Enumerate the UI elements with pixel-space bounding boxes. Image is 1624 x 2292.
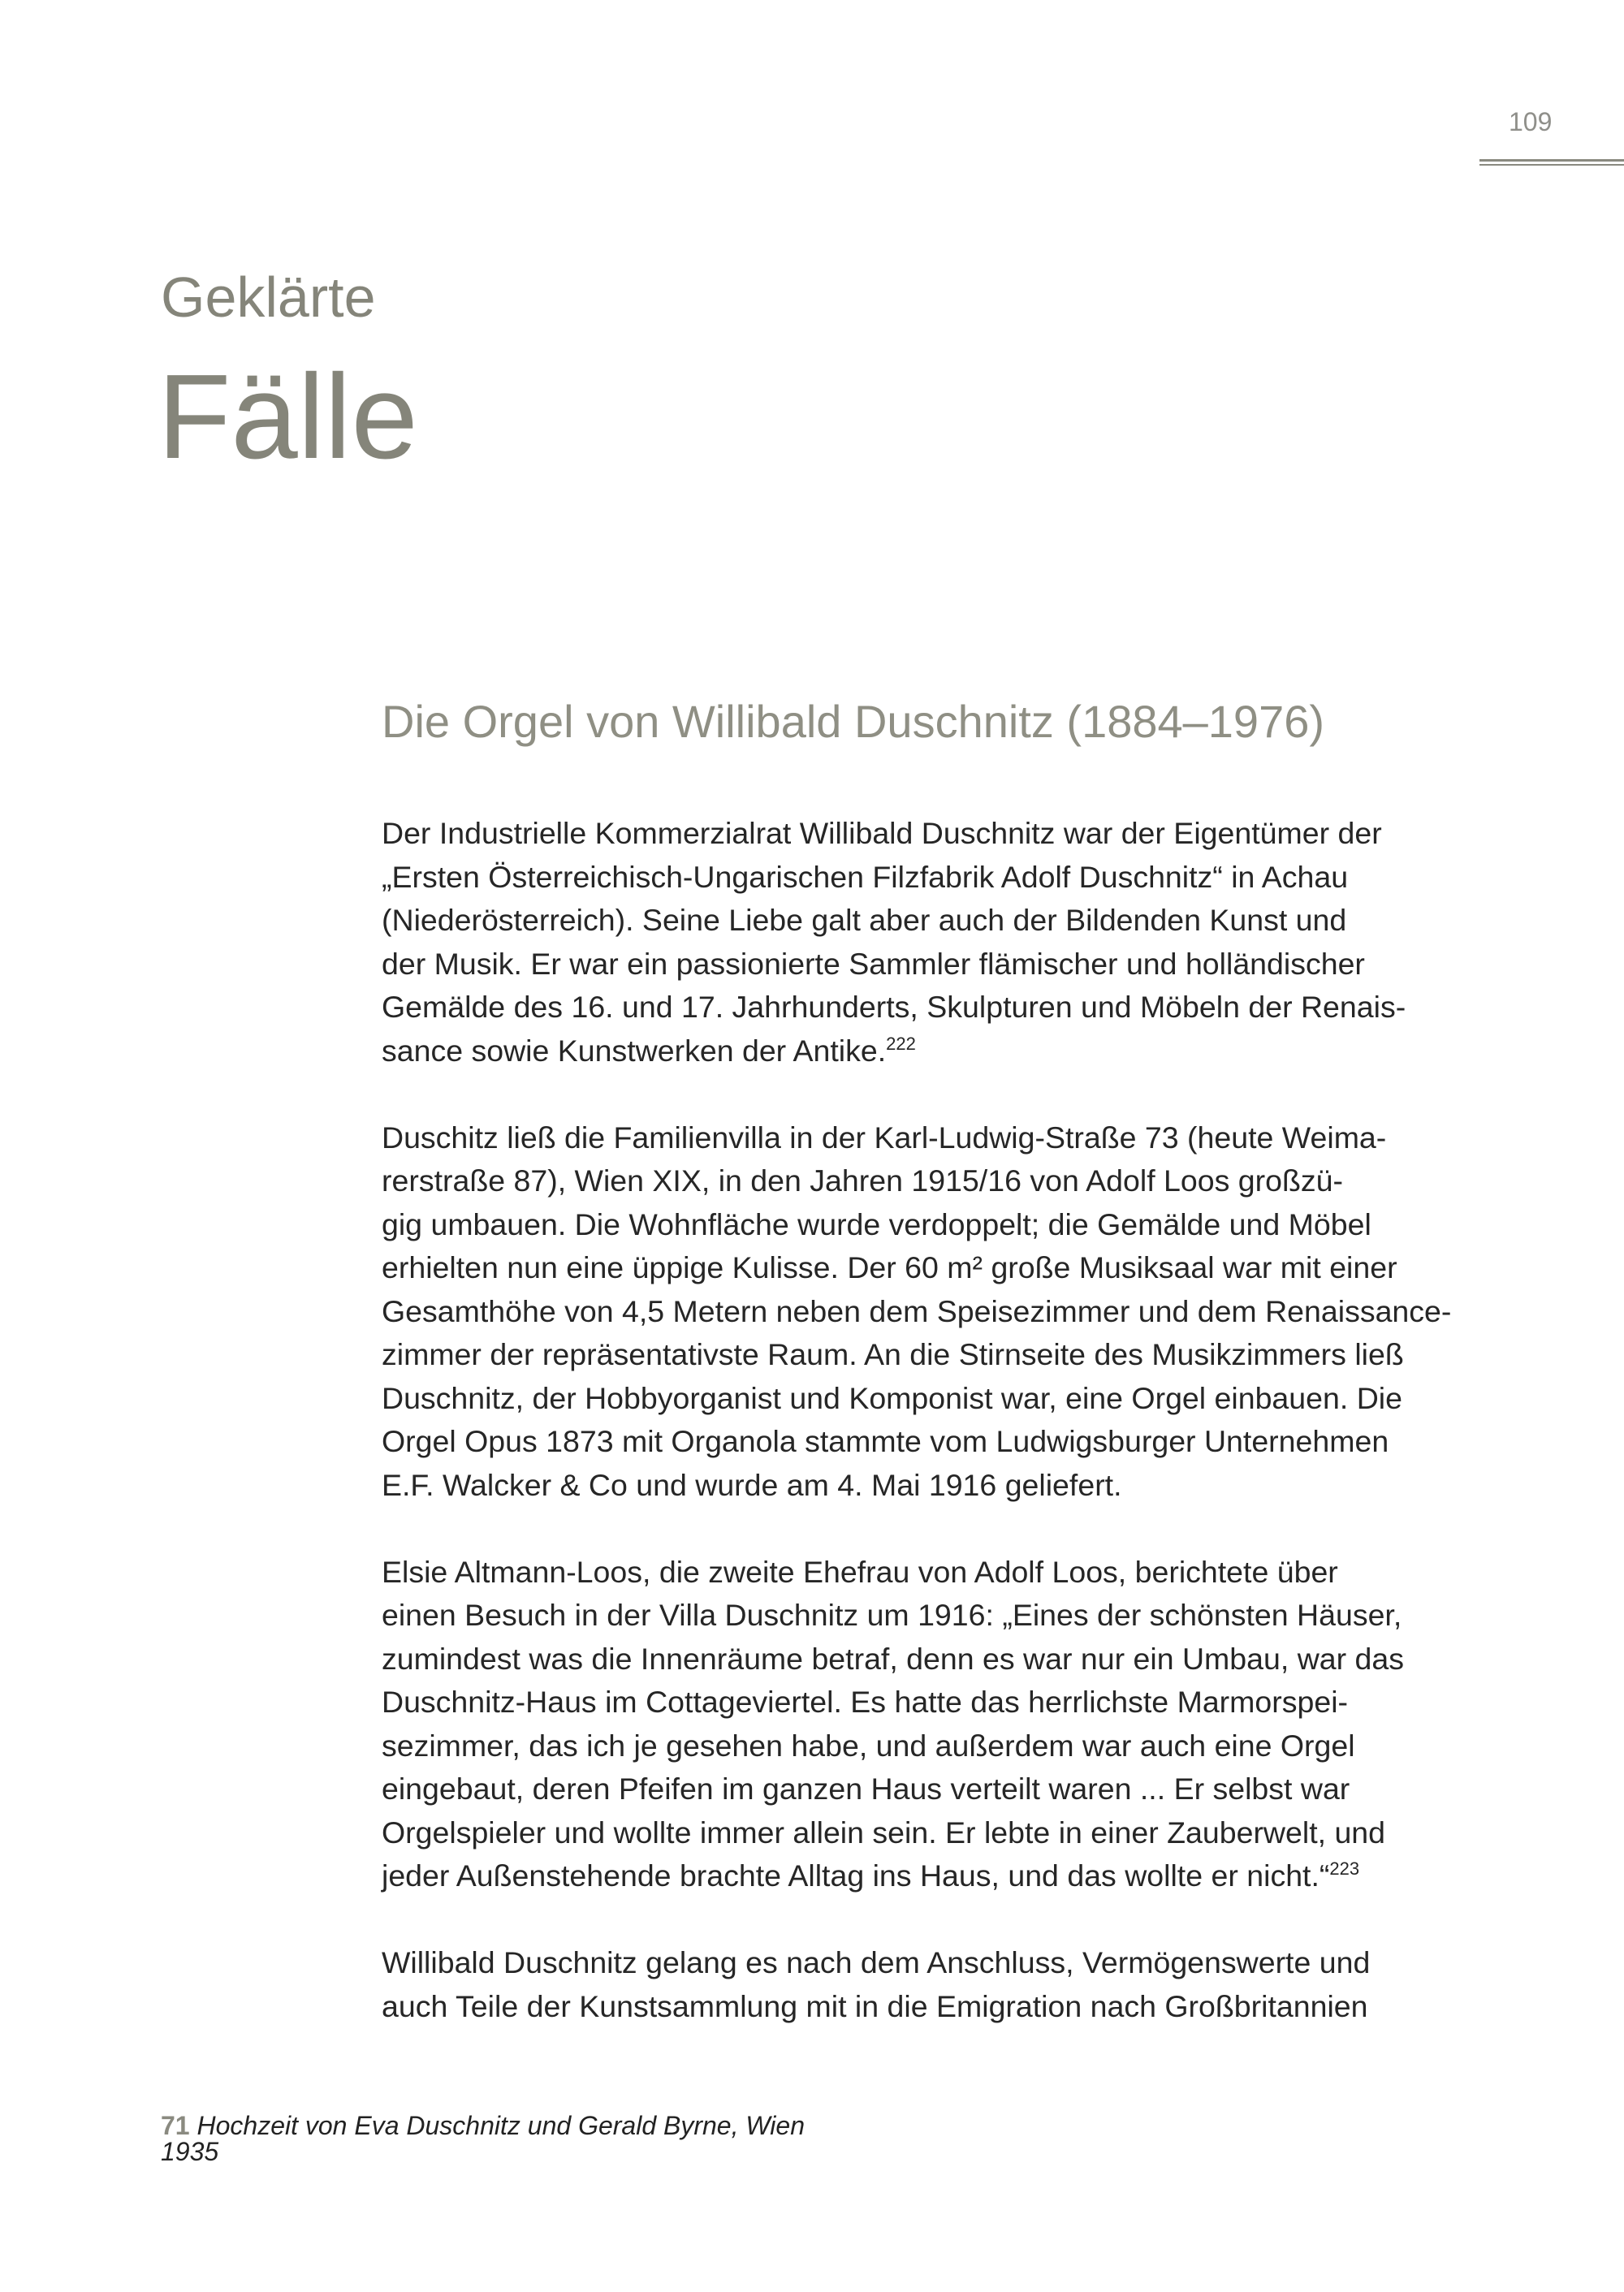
- text-line: [382, 1116, 1470, 1160]
- paragraph: [382, 1551, 1470, 1898]
- text-line: [382, 1941, 1470, 1985]
- footnote-reference[interactable]: 222: [886, 1033, 916, 1054]
- text-line: [382, 1290, 1470, 1334]
- text-line: [382, 1029, 1470, 1073]
- line-text: rerstraße 87), Wien XIX, in den Jahren 1915/16 von Adolf Loos großzü-: [382, 1163, 1343, 1198]
- text-line: [382, 1768, 1470, 1811]
- text-line: [382, 1551, 1470, 1595]
- line-text: E.F. Walcker & Co und wurde am 4. Mai 1916 geliefert.: [382, 1467, 1122, 1502]
- text-line: [382, 1464, 1470, 1508]
- line-text: Duschnitz, der Hobbyorganist und Komponist war, eine Orgel einbauen. Die: [382, 1380, 1402, 1415]
- caption-number: 71: [161, 2111, 190, 2140]
- line-text: zimmer der repräsentativste Raum. An die Stirnseite des Musikzimmers ließ: [382, 1337, 1404, 1371]
- line-text: Willibald Duschnitz gelang es nach dem Anschluss, Vermögenswerte und: [382, 1945, 1371, 1979]
- text-line: [382, 1724, 1470, 1768]
- line-text: Gesamthöhe von 4,5 Metern neben dem Speisezimmer und dem Renaissance-: [382, 1293, 1452, 1328]
- footnote-reference[interactable]: 223: [1329, 1858, 1360, 1879]
- paragraph: [382, 1116, 1470, 1508]
- text-line: [382, 1681, 1470, 1724]
- text-line: [382, 943, 1470, 986]
- image-caption: [161, 2113, 805, 2165]
- line-text: Der Industrielle Kommerzialrat Willibald Duschnitz war der Eigentümer der: [382, 816, 1382, 850]
- text-line: [382, 1203, 1470, 1247]
- line-text: Gemälde des 16. und 17. Jahrhunderts, Skulpturen und Möbeln der Renais-: [382, 990, 1406, 1024]
- text-line: [382, 1594, 1470, 1638]
- line-text: (Niederösterreich). Seine Liebe galt aber auch der Bildenden Kunst und: [382, 903, 1347, 937]
- caption-text-continued: 1935: [161, 2137, 219, 2166]
- text-line: [382, 1854, 1470, 1898]
- text-line: [382, 1420, 1470, 1464]
- line-text: zumindest was die Innenräume betraf, denn es war nur ein Umbau, war das: [382, 1641, 1404, 1676]
- text-line: [382, 986, 1470, 1029]
- line-text: Orgelspieler und wollte immer allein sein. Er lebte in einer Zauberwelt, und: [382, 1815, 1386, 1850]
- text-line: [382, 1811, 1470, 1855]
- caption-text: Hochzeit von Eva Duschnitz und Gerald Byrne, Wien: [197, 2111, 805, 2140]
- line-text: sance sowie Kunstwerken der Antike.: [382, 1033, 887, 1068]
- text-line: [382, 1985, 1470, 2029]
- body-text: [382, 812, 1470, 2072]
- text-line: [382, 1246, 1470, 1290]
- line-text: Elsie Altmann-Loos, die zweite Ehefrau von Adolf Loos, berichtete über: [382, 1554, 1338, 1589]
- line-text: erhielten nun eine üppige Kulisse. Der 60 m² große Musiksaal war mit einer: [382, 1250, 1397, 1284]
- text-line: [382, 856, 1470, 900]
- line-text: Duschitz ließ die Familienvilla in der Karl-Ludwig-Straße 73 (heute Weima-: [382, 1120, 1387, 1155]
- section-heading: Die Orgel von Willibald Duschnitz (1884–1976): [382, 696, 1325, 747]
- line-text: der Musik. Er war ein passionierte Sammler flämischer und holländischer: [382, 946, 1365, 981]
- text-line: [382, 812, 1470, 856]
- header-rule: [1479, 159, 1624, 162]
- text-line: [382, 899, 1470, 943]
- line-text: auch Teile der Kunstsammlung mit in die Emigration nach Großbritannien: [382, 1988, 1368, 2023]
- line-text: einen Besuch in der Villa Duschnitz um 1916: „Eines der schönsten Häuser,: [382, 1598, 1402, 1632]
- line-text: Duschnitz-Haus im Cottageviertel. Es hatte das herrlichste Marmorspei-: [382, 1685, 1349, 1719]
- line-text: gig umbauen. Die Wohnfläche wurde verdoppelt; die Gemälde und Möbel: [382, 1206, 1371, 1241]
- paragraph: [382, 1941, 1470, 2028]
- text-line: [382, 1638, 1470, 1681]
- line-text: Orgel Opus 1873 mit Organola stammte vom Ludwigsburger Unternehmen: [382, 1424, 1389, 1458]
- chapter-kicker: Geklärte: [161, 265, 376, 329]
- text-line: [382, 1159, 1470, 1203]
- line-text: sezimmer, das ich je gesehen habe, und außerdem war auch eine Orgel: [382, 1728, 1355, 1763]
- text-line: [382, 1333, 1470, 1377]
- page-number: 109: [1509, 107, 1553, 136]
- chapter-title: Fälle: [158, 350, 418, 484]
- paragraph: [382, 812, 1470, 1073]
- line-text: jeder Außenstehende brachte Alltag ins Haus, und das wollte er nicht.“: [382, 1858, 1330, 1893]
- header-rule-secondary: [1479, 164, 1624, 166]
- text-line: [382, 1377, 1470, 1421]
- line-text: eingebaut, deren Pfeifen im ganzen Haus verteilt waren ... Er selbst war: [382, 1772, 1350, 1806]
- line-text: „Ersten Österreichisch-Ungarischen Filzfabrik Adolf Duschnitz“ in Achau: [382, 859, 1349, 894]
